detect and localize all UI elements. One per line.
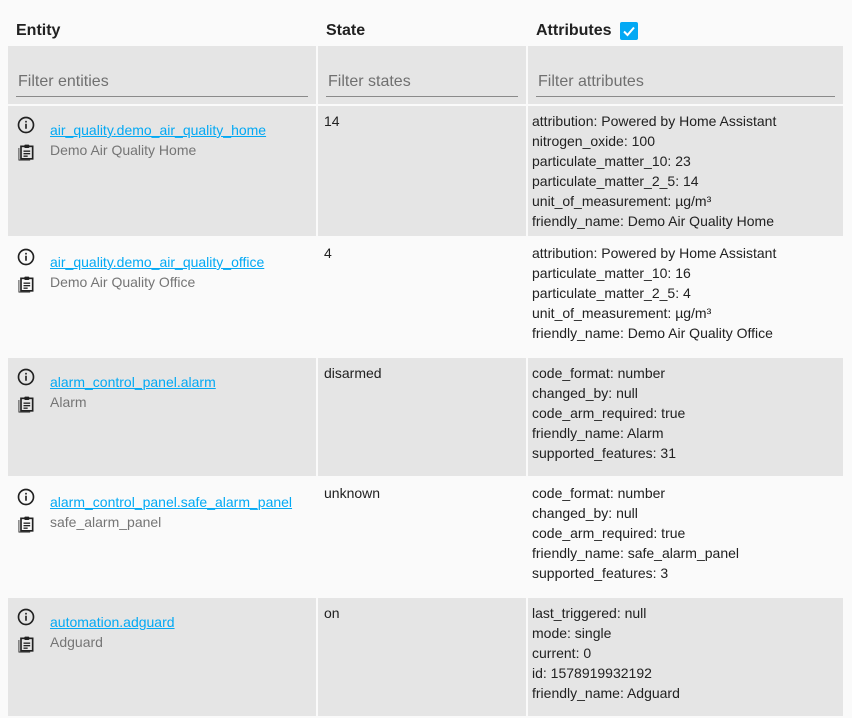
info-circle-icon[interactable] [16, 367, 36, 387]
filter-entities-input[interactable] [16, 73, 308, 97]
attribute-line: attribution: Powered by Home Assistant [532, 245, 777, 261]
attribute-line: id: 1578919932192 [532, 665, 652, 681]
attributes-cell [528, 238, 843, 356]
attribute-line: supported_features: 31 [532, 445, 676, 461]
attribute-line: code_arm_required: true [532, 405, 686, 421]
entity-friendly-name: Demo Air Quality Home [50, 142, 197, 158]
state-cell [318, 478, 526, 596]
entity-cell [8, 106, 316, 236]
state-value: 14 [324, 113, 340, 129]
state-value: on [324, 605, 340, 621]
filter-states-input[interactable] [326, 73, 518, 97]
attribute-line: particulate_matter_10: 23 [532, 153, 691, 169]
entity-friendly-name: Demo Air Quality Office [50, 274, 196, 290]
state-value: unknown [324, 485, 381, 501]
attributes-cell [528, 358, 843, 476]
attributes-cell [528, 598, 843, 716]
table-row [8, 598, 843, 716]
attributes-cell [528, 478, 843, 596]
attribute-line: friendly_name: Alarm [532, 425, 664, 441]
attribute-line: changed_by: null [532, 505, 638, 521]
table-row [8, 358, 843, 476]
attribute-line: changed_by: null [532, 385, 638, 401]
attribute-line: code_format: number [532, 485, 666, 501]
state-header-label: State [326, 22, 366, 39]
attributes-column-header [528, 16, 843, 44]
info-circle-icon[interactable] [16, 607, 36, 627]
attribute-line: particulate_matter_10: 16 [532, 265, 691, 281]
state-cell [318, 106, 526, 236]
attribute-line: current: 0 [532, 645, 592, 661]
entity-states-table [6, 14, 845, 718]
entity-cell [8, 598, 316, 716]
clipboard-copy-icon[interactable] [16, 635, 36, 655]
attribute-line: unit_of_measurement: µg/m³ [532, 193, 712, 209]
state-filter-cell [318, 46, 526, 104]
entity-friendly-name: Alarm [50, 394, 87, 410]
table-row [8, 106, 843, 236]
info-circle-icon[interactable] [16, 115, 36, 135]
info-circle-icon[interactable] [16, 487, 36, 507]
state-value: 4 [324, 245, 332, 261]
attribute-line: code_format: number [532, 365, 666, 381]
entity-id-link[interactable]: alarm_control_panel.alarm [50, 374, 216, 390]
state-cell [318, 598, 526, 716]
attributes-header-label: Attributes [536, 22, 612, 39]
clipboard-copy-icon[interactable] [16, 515, 36, 535]
entity-friendly-name: safe_alarm_panel [50, 514, 162, 530]
entity-column-header [8, 16, 316, 44]
entity-id-link[interactable]: air_quality.demo_air_quality_home [50, 122, 267, 138]
attribute-line: supported_features: 3 [532, 565, 669, 581]
entity-id-link[interactable]: alarm_control_panel.safe_alarm_panel [50, 494, 293, 510]
checkbox-checked-icon[interactable] [620, 22, 638, 40]
state-column-header [318, 16, 526, 44]
attribute-line: nitrogen_oxide: 100 [532, 133, 655, 149]
attribute-line: particulate_matter_2_5: 4 [532, 285, 691, 301]
attribute-line: friendly_name: Adguard [532, 685, 680, 701]
attribute-line: code_arm_required: true [532, 525, 686, 541]
attribute-line: last_triggered: null [532, 605, 647, 621]
entity-friendly-name: Adguard [50, 634, 103, 650]
clipboard-copy-icon[interactable] [16, 143, 36, 163]
entity-cell [8, 358, 316, 476]
entity-cell [8, 478, 316, 596]
attributes-filter-cell [528, 46, 843, 104]
filter-attributes-input[interactable] [536, 73, 835, 97]
table-row [8, 478, 843, 596]
filter-row [8, 46, 843, 104]
entity-cell [8, 238, 316, 356]
attribute-line: friendly_name: Demo Air Quality Office [532, 325, 773, 341]
state-cell [318, 238, 526, 356]
attribute-line: unit_of_measurement: µg/m³ [532, 305, 712, 321]
table-header-row [8, 16, 843, 44]
attribute-line: attribution: Powered by Home Assistant [532, 113, 777, 129]
attribute-line: friendly_name: safe_alarm_panel [532, 545, 740, 561]
entity-filter-cell [8, 46, 316, 104]
info-circle-icon[interactable] [16, 247, 36, 267]
clipboard-copy-icon[interactable] [16, 275, 36, 295]
attribute-line: friendly_name: Demo Air Quality Home [532, 213, 774, 229]
state-cell [318, 358, 526, 476]
table-row [8, 238, 843, 356]
state-value: disarmed [324, 365, 382, 381]
attribute-line: mode: single [532, 625, 612, 641]
entity-id-link[interactable]: air_quality.demo_air_quality_office [50, 254, 265, 270]
entity-header-label: Entity [16, 22, 61, 39]
attribute-line: particulate_matter_2_5: 14 [532, 173, 699, 189]
clipboard-copy-icon[interactable] [16, 395, 36, 415]
attributes-cell [528, 106, 843, 236]
entity-id-link[interactable]: automation.adguard [50, 614, 175, 630]
